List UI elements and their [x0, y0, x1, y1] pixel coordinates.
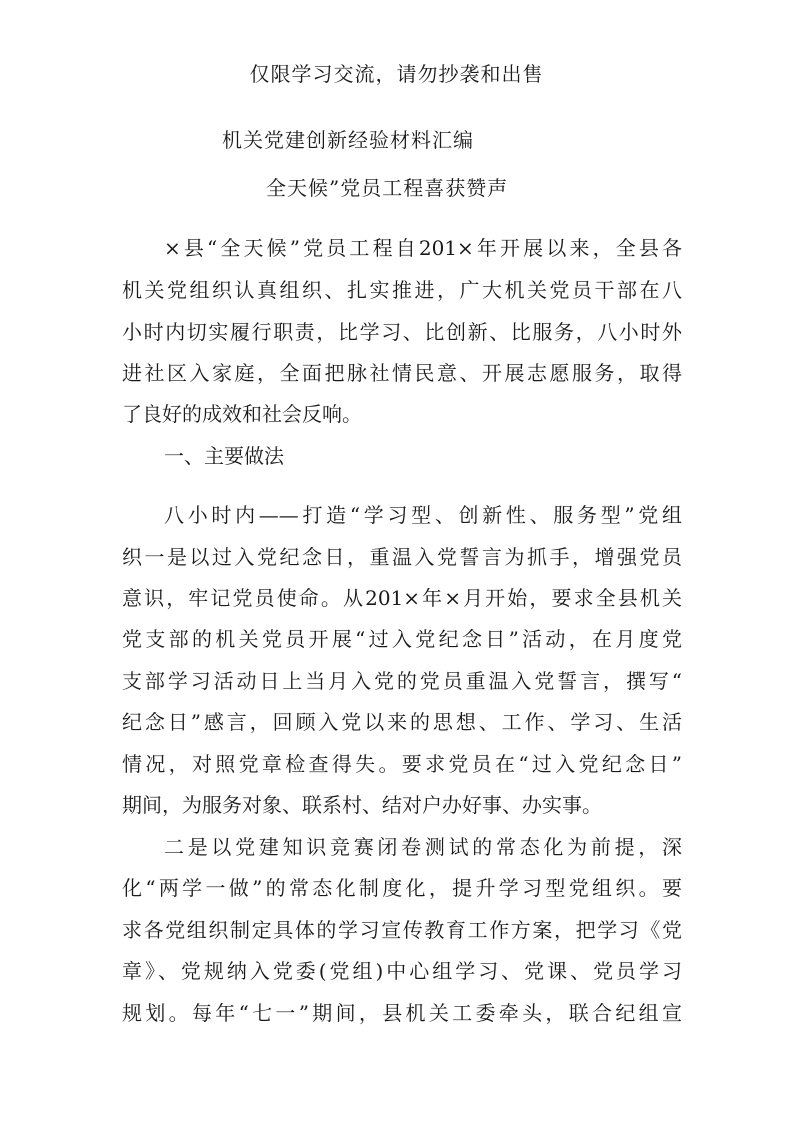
paragraph-line: 了良好的成效和社会反响。	[122, 402, 362, 426]
paragraph-line: 小时内切实履行职责，比学习、比创新、比服务，八小时外	[122, 320, 682, 344]
paragraph-line: 化“两学一做”的常态化制度化，提升学习型党组织。要	[122, 876, 682, 900]
paragraph-line: 情况，对照党章检查得失。要求党员在“过入党纪念日”	[122, 752, 682, 776]
paragraph-line: 规划。每年“七一”期间，县机关工委牵头，联合纪组宣	[122, 1001, 682, 1025]
paragraph-line: 意识，牢记党员使命。从201×年×月开始，要求全县机关	[122, 586, 682, 610]
paragraph-line: 机关党组织认真组织、扎实推进，广大机关党员干部在八	[122, 278, 682, 302]
document-subtitle: 全天候”党员工程喜获赞声	[266, 176, 509, 200]
section-heading: 一、主要做法	[164, 444, 284, 468]
paragraph-line: 二是以党建知识竞赛闭卷测试的常态化为前提，深	[164, 835, 682, 859]
paragraph-line: 支部学习活动日上当月入党的党员重温入党誓言，撰写“	[122, 669, 682, 693]
paragraph-line: 织一是以过入党纪念日，重温入党誓言为抓手，增强党员	[122, 545, 682, 569]
paragraph-line: 求各党组织制定具体的学习宣传教育工作方案，把学习《党	[122, 918, 682, 942]
header-note: 仅限学习交流，请勿抄袭和出售	[249, 62, 544, 86]
paragraph-line: 党支部的机关党员开展“过入党纪念日”活动，在月度党	[122, 627, 682, 651]
paragraph-line: 章》、党规纳入党委(党组)中心组学习、党课、党员学习	[122, 959, 682, 983]
document-title: 机关党建创新经验材料汇编	[222, 128, 474, 152]
paragraph-line: 纪念日”感言，回顾入党以来的思想、工作、学习、生活	[122, 710, 682, 734]
paragraph-line: ×县“全天候”党员工程自201×年开展以来，全县各	[164, 236, 682, 260]
paragraph-line: 八小时内——打造“学习型、创新性、服务型”党组	[164, 503, 682, 527]
paragraph-line: 期间，为服务对象、联系村、结对户办好事、办实事。	[122, 793, 602, 817]
paragraph-line: 进社区入家庭，全面把脉社情民意、开展志愿服务，取得	[122, 361, 682, 385]
